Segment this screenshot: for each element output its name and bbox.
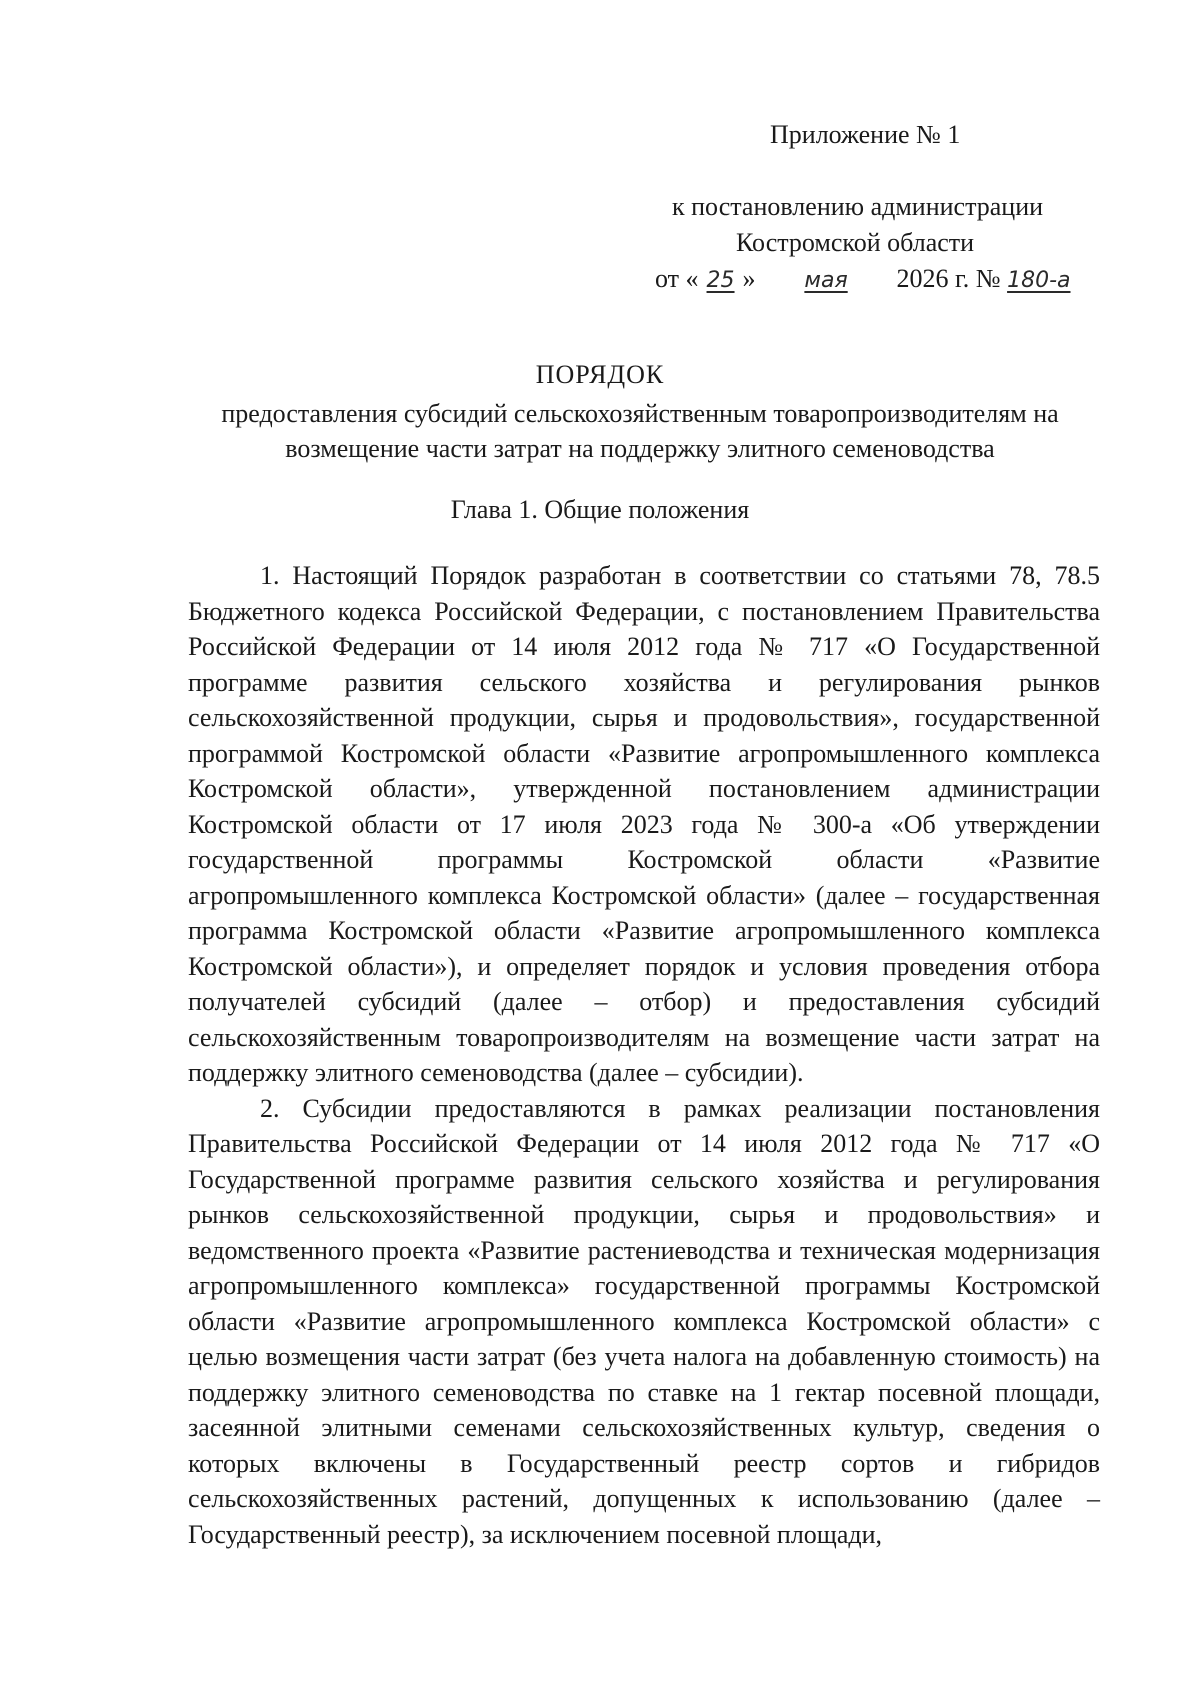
doc-number-handwritten: 180-а (1007, 268, 1071, 293)
appendix-number: Приложение № 1 (770, 120, 961, 149)
date-year: 2026 г. № (896, 264, 1001, 293)
paragraph-2: 2. Субсидии предоставляются в рамках реализации постановления Правительства Российской Федерации от 14 июля 2012 года № 717 «О Государственной программе развития сельского хозяйства и регулирования рынков сельскохозяйственной продукции, сырья и продовольствия» и ведомственного проекта «Развитие растениеводства и техническая модернизация агропромышленного комплекса» государственной программы Костромской области «Развитие агропромышленного комплекса Костромской области» с целью возмещения части затрат (без учета налога на добавленную стоимость) на поддержку элитного семеноводства по ставке на 1 гектар посевной площади, засеянной элитными семенами сельскохозяйственных культур, сведения о которых включены в Государственный реестр сортов и гибридов сельскохозяйственных растений, допущенных к использованию (далее – Государственный реестр), за исключением посевной площади, (188, 1093, 1100, 1549)
body-text (188, 558, 1100, 1552)
date-month-handwritten: мая (804, 268, 848, 293)
document-subtitle: предоставления субсидий сельскохозяйственным товаропроизводителям на возмещение части затрат на поддержку элитного семеноводства (221, 399, 1059, 463)
paragraph-1: 1. Настоящий Порядок разработан в соответствии со статьями 78, 78.5 Бюджетного кодекса Российской Федерации, с постановлением Правительства Российской Федерации от 14 июля 2012 года № 717 «О Государственной программе развития сельского хозяйства и регулирования рынков сельскохозяйственной продукции, сырья и продовольствия», государственной программой Костромской области «Развитие агропромышленного комплекса Костромской области», утвержденной постановлением администрации Костромской области от 17 июля 2023 года № 300-а «Об утверждении государственной программы Костромской области «Развитие агропромышленного комплекса Костромской области» (далее – государственная программа Костромской области «Развитие агропромышленного комплекса Костромской области»), и определяет порядок и условия проведения отбора получателей субсидий (далее – отбор) и предоставления субсидий сельскохозяйственным товаропроизводителям на возмещение части затрат на поддержку элитного семеноводства (далее – субсидии). (188, 561, 1100, 1087)
chapter-heading: Глава 1. Общие положения (450, 495, 750, 524)
date-mid: » (742, 264, 756, 293)
resolution-date-line (655, 262, 1113, 298)
date-day-handwritten: 25 (706, 268, 735, 293)
region-name: Костромской области (736, 228, 975, 257)
document-title: ПОРЯДОК (535, 360, 665, 389)
resolution-reference: к постановлению администрации (672, 192, 1044, 221)
date-prefix: от « (655, 264, 699, 293)
